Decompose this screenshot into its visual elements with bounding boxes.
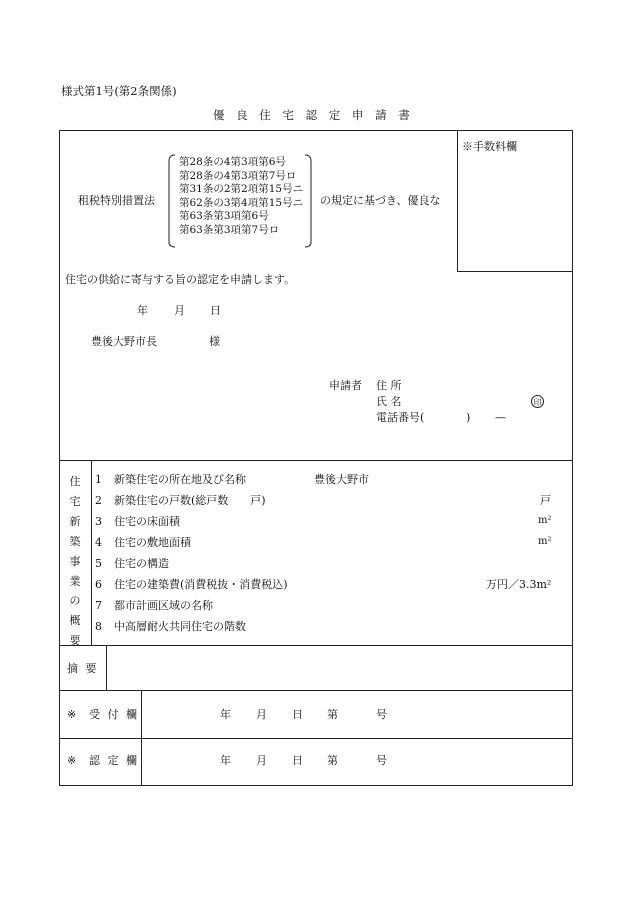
certification-day: 日 xyxy=(292,754,303,767)
seal-icon: 印 xyxy=(531,395,544,408)
row-no: 6 xyxy=(95,578,102,591)
reception-year: 年 xyxy=(220,708,231,721)
law-item-list xyxy=(179,156,303,238)
row-unit: m² xyxy=(538,515,552,526)
law-item: 第28条の4第3項第7号ロ xyxy=(179,169,297,182)
date-year: 年 xyxy=(137,304,148,317)
law-item: 第62条の3第4項第15号ニ xyxy=(179,196,304,209)
fee-box-left xyxy=(457,130,458,271)
honorific: 様 xyxy=(209,335,220,348)
reception-day: 日 xyxy=(292,708,303,721)
certification-no-suffix: 号 xyxy=(376,754,387,767)
phone-label: 電話番号( xyxy=(376,411,425,424)
reception-month: 月 xyxy=(256,708,267,721)
fee-label: ※手数料欄 xyxy=(462,140,517,153)
certification-mark: ※ xyxy=(67,754,77,767)
certification-label: 認 定 欄 xyxy=(89,754,139,767)
law-item: 第28条の4第3項第6号 xyxy=(179,156,286,168)
summary-side-divider xyxy=(91,460,92,645)
row-unit: 戸 xyxy=(540,494,551,507)
row-label: 中高層耐火共同住宅の階数 xyxy=(114,620,246,633)
phone-close: ) xyxy=(466,411,471,424)
reception-no-prefix: 第 xyxy=(327,708,338,721)
fee-box-bottom xyxy=(457,271,573,272)
law-item: 第63条第3項第6号 xyxy=(179,210,269,223)
row-no: 4 xyxy=(95,536,102,549)
row-label: 新築住宅の所在地及び名称 xyxy=(114,473,246,486)
row-label: 住宅の床面積 xyxy=(114,515,180,528)
certification-month: 月 xyxy=(256,754,267,767)
reception-label: 受 付 欄 xyxy=(89,708,139,721)
divider-remarks xyxy=(59,645,573,646)
row-label: 都市計画区域の名称 xyxy=(114,599,213,612)
law-item: 第63条第3項第7号ロ xyxy=(179,223,280,236)
right-brace-icon xyxy=(304,154,314,248)
left-brace-icon xyxy=(166,154,176,248)
law-item: 第31条の2第2項第15号ニ xyxy=(179,183,304,196)
row-label: 住宅の建築費(消費税抜・消費税込) xyxy=(114,578,288,591)
form-number: 様式第1号(第2条関係) xyxy=(61,84,177,98)
certification-year: 年 xyxy=(220,754,231,767)
remarks-label: 摘 要 xyxy=(67,662,99,675)
row-unit: 万円／3.3m² xyxy=(486,578,552,591)
divider-summary xyxy=(59,460,573,461)
divider-reception xyxy=(59,690,573,691)
date-day: 日 xyxy=(210,304,221,317)
date-month: 月 xyxy=(174,304,185,317)
name-label: 氏 名 xyxy=(376,395,402,408)
remarks-divider xyxy=(106,645,107,690)
addressee: 豊後大野市長 xyxy=(91,335,157,348)
row-no: 3 xyxy=(95,515,102,528)
row-no: 1 xyxy=(95,473,102,486)
row-no: 8 xyxy=(95,620,102,633)
row-label: 住宅の構造 xyxy=(114,557,169,570)
reception-no-suffix: 号 xyxy=(376,708,387,721)
row-no: 5 xyxy=(95,557,102,570)
divider-certification xyxy=(59,738,573,739)
form-frame xyxy=(59,130,573,786)
row-no: 2 xyxy=(95,494,102,507)
row-value: 豊後大野市 xyxy=(314,473,369,486)
document-title: 優 良 住 宅 認 定 申 請 書 xyxy=(213,108,414,122)
summary-side-label: 住 宅 新 築 事 業 の 概 要 xyxy=(69,475,81,648)
certification-no-prefix: 第 xyxy=(327,754,338,767)
applicant-label: 申請者 xyxy=(329,379,362,392)
request-text: 住宅の供給に寄与する旨の認定を申請します。 xyxy=(65,273,296,286)
law-name: 租税特別措置法 xyxy=(78,194,155,207)
row-no: 7 xyxy=(95,599,102,612)
stamp-label-divider xyxy=(141,690,142,786)
address-label: 住 所 xyxy=(376,379,402,392)
phone-dash: — xyxy=(495,411,506,424)
law-basis-text: の規定に基づき、優良な xyxy=(320,194,441,207)
row-label: 新築住宅の戸数(総戸数 戸) xyxy=(114,494,266,507)
row-label: 住宅の敷地面積 xyxy=(114,536,191,549)
row-unit: m² xyxy=(538,536,552,547)
reception-mark: ※ xyxy=(67,708,77,721)
